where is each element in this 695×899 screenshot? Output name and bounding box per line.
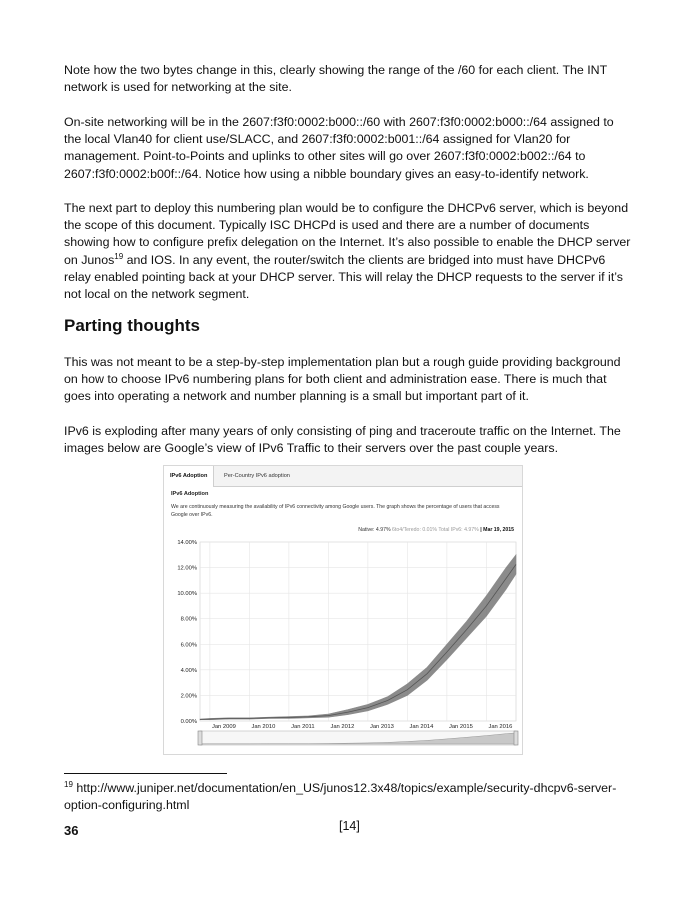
x-tick-label: Jan 2010 — [251, 724, 276, 730]
tab-ipv6-adoption[interactable]: IPv6 Adoption — [164, 466, 214, 487]
range-handle-left[interactable] — [198, 731, 202, 745]
x-tick-label: Jan 2015 — [448, 724, 473, 730]
y-tick-label: 4.00% — [180, 667, 197, 674]
page-number: 36 — [64, 823, 79, 838]
y-tick-label: 6.00% — [180, 642, 197, 649]
x-tick-label: Jan 2011 — [291, 724, 315, 730]
y-tick-label: 12.00% — [177, 565, 197, 572]
x-tick-label: Jan 2013 — [369, 724, 394, 730]
x-tick-label: Jan 2016 — [488, 724, 513, 730]
y-tick-label: 10.00% — [177, 591, 197, 598]
y-tick-label: 0.00% — [180, 719, 197, 725]
paragraph-5: IPv6 is exploding after many years of only consisting of ping and traceroute traffic on the Internet. The images below are Google’s view of IPv6 Traffic to their servers over the past couple years. — [64, 424, 621, 456]
footnote-ref-19[interactable]: 19 — [114, 251, 124, 261]
status-date: | Mar 19, 2015 — [480, 527, 514, 533]
chart-range-selector[interactable] — [198, 731, 518, 745]
footnote-19 — [64, 780, 634, 814]
chart-y-axis — [177, 540, 197, 725]
footnote-text: http://www.juniper.net/documentation/en_US/junos12.3x48/topics/example/security-dhcpv6-server-option-configuring.html — [64, 781, 617, 813]
status-total: Total IPv6: 4.97% — [438, 527, 479, 533]
section-heading: Parting thoughts — [64, 316, 200, 335]
y-tick-label: 14.00% — [177, 540, 197, 546]
ipv6-adoption-figure — [163, 465, 523, 755]
paragraph-3 — [64, 200, 634, 303]
page-label: [14] — [339, 819, 360, 833]
figure-description: We are continuously measuring the availability of IPv6 connectivity among Google users. The graph shows the percentage of users that access Google over IPv6. — [171, 504, 500, 518]
range-handle-right[interactable] — [514, 731, 518, 745]
ipv6-adoption-chart — [164, 532, 522, 754]
footnote-divider — [64, 773, 227, 774]
footnote-number: 19 — [64, 779, 73, 789]
x-tick-label: Jan 2009 — [211, 724, 236, 730]
tab-per-country[interactable]: Per-Country IPv6 adoption — [224, 473, 290, 479]
paragraph-2: On-site networking will be in the 2607:f3f0:0002:b000::/60 with 2607:f3f0:0002:b000::/64 assigned to the local Vlan40 for client use/SLACC, and 2607:f3f0:0002:b001::/64 assigned for Vlan20 for management. Point-to-Points and uplinks to other sites will go over 2607:f3f0:0002:b002::/64 to 2607:f3f0:0002:b00f::/64. Notice how using a nibble boundary gives an easy-to-identify network. — [64, 115, 614, 181]
paragraph-4: This was not meant to be a step-by-step implementation plan but a rough guide providing background on how to choose IPv6 numbering plans for both client and administration ease. There is much that goes into operating a network and number planning is a small but important part of it. — [64, 355, 621, 404]
x-tick-label: Jan 2012 — [330, 724, 355, 730]
figure-title: IPv6 Adoption — [171, 491, 209, 497]
status-6to4: 6to4/Teredo: 0.01% — [392, 527, 438, 533]
paragraph-3-part-2: and IOS. In any event, the router/switch the clients are bridged into must have DHCPv6 relay enabled pointing back at your DHCP server. This will relay the DHCP requests to the server if it’s not local on the network segment. — [64, 252, 623, 302]
x-tick-label: Jan 2014 — [409, 724, 434, 730]
paragraph-1: Note how the two bytes change in this, clearly showing the range of the /60 for each client. The INT network is used for networking at the site. — [64, 63, 607, 95]
y-tick-label: 8.00% — [180, 616, 197, 623]
y-tick-label: 2.00% — [180, 693, 197, 700]
chart-x-axis — [212, 724, 512, 730]
status-native: Native: 4.97% — [358, 527, 391, 533]
paragraph-3-part-1: The next part to deploy this numbering plan would be to configure the DHCPv6 server, which is beyond the scope of this document. Typically ISC DHCPd is used and there are a number of documents showing how to configure prefix delegation on the Internet. It’s also possible to enable the DHCP server on Junos — [64, 201, 631, 267]
figure-tab-bar — [164, 466, 522, 487]
